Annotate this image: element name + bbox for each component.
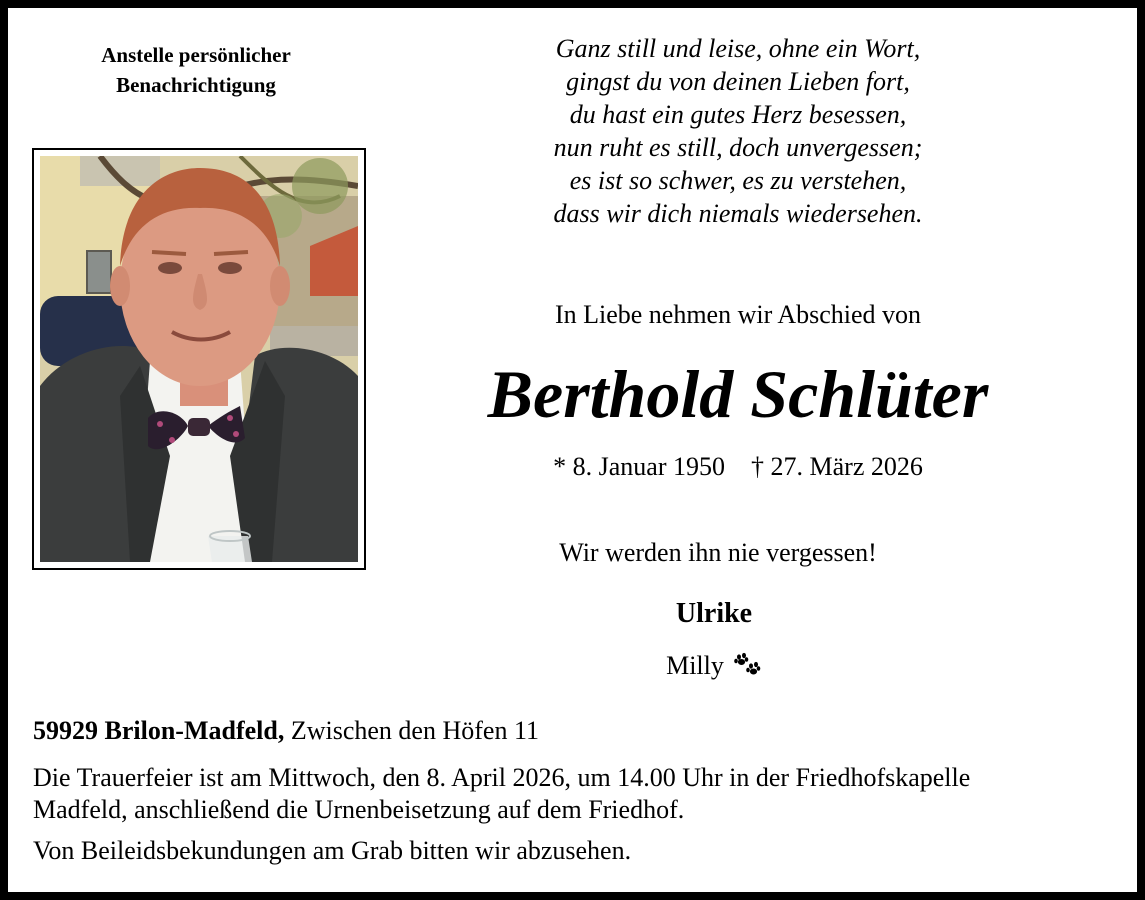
deceased-name: Berthold Schlüter [487, 356, 989, 432]
poem-line: Ganz still und leise, ohne ein Wort, [555, 34, 921, 63]
notice-line-1: Anstelle persönlicher [101, 43, 291, 67]
service-line-2: Madfeld, anschließend die Urnenbeisetzung auf dem Friedhof. [33, 795, 685, 824]
poem-line: nun ruht es still, doch unvergessen; [553, 133, 923, 162]
remembrance-line: Wir werden ihn nie vergessen! [559, 538, 877, 567]
pet-mourner [414, 651, 1014, 685]
death-date: † 27. März 2026 [751, 452, 923, 481]
notice-line-2: Benachrichtigung [116, 73, 276, 97]
portrait-illustration [40, 156, 358, 562]
poem-line: gingst du von deinen Lieben fort, [566, 67, 910, 96]
paw-prints-icon [732, 652, 762, 685]
notice-heading [8, 40, 384, 100]
address-line [33, 716, 539, 746]
poem [428, 32, 1048, 230]
service-info [33, 762, 1113, 826]
farewell-intro: In Liebe nehmen wir Abschied von [554, 300, 922, 329]
portrait-frame [32, 148, 366, 570]
closing-note: Von Beileidsbekundungen am Grab bitten wir abzusehen. [33, 836, 632, 865]
birth-date: * 8. Januar 1950 [553, 452, 725, 481]
poem-line: es ist so schwer, es zu verstehen, [569, 166, 907, 195]
poem-line: dass wir dich niemals wiedersehen. [553, 199, 923, 228]
address-place: 59929 Brilon-Madfeld, [33, 716, 285, 745]
address-street: Zwischen den Höfen 11 [290, 716, 539, 745]
life-dates [428, 452, 1048, 482]
service-line-1: Die Trauerfeier ist am Mittwoch, den 8. April 2026, um 14.00 Uhr in der Friedhofskapelle [33, 763, 971, 792]
poem-line: du hast ein gutes Herz besessen, [569, 100, 907, 129]
portrait-photo [40, 156, 358, 562]
pet-name: Milly [666, 651, 724, 680]
mourner-name: Ulrike [675, 598, 753, 629]
obituary-card [8, 8, 1137, 892]
